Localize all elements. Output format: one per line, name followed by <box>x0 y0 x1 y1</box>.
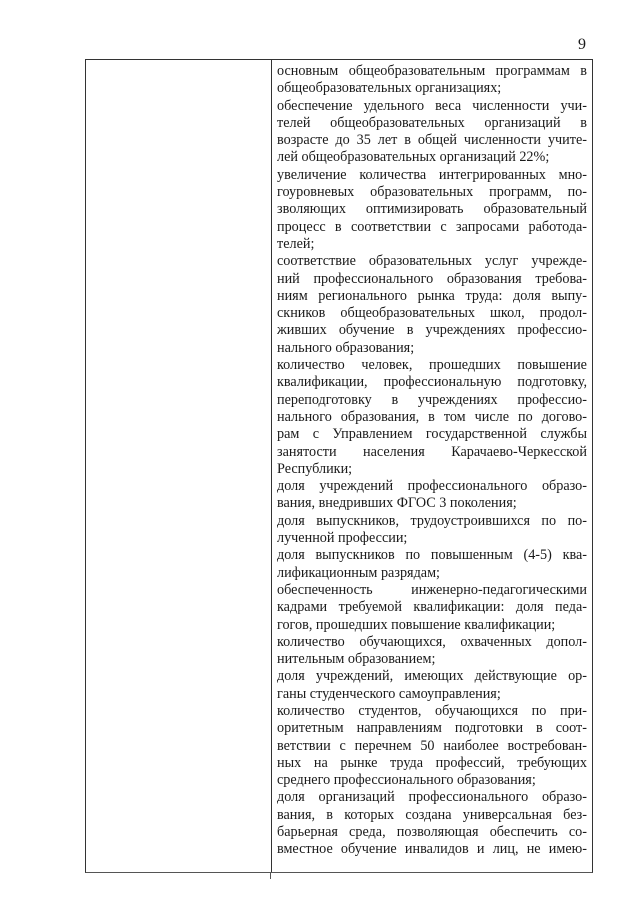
text-line: возрасте до 35 лет в общей численности учите- <box>277 132 587 149</box>
text-line: среднего профессионального образования; <box>277 772 536 789</box>
text-line: живших обучение в учреждениях профессио- <box>277 322 587 339</box>
text-line: гоуровневых образовательных программ, по- <box>277 184 587 201</box>
text-line: ных на рынке труда профессий, требующих <box>277 754 587 771</box>
text-line: соответствие образовательных услуг учрежде- <box>277 253 587 270</box>
text-line: вания, внедривших ФГОС 3 поколения; <box>277 495 517 512</box>
text-line: зволяющих оптимизировать образовательный <box>277 201 587 218</box>
text-line: процесс в соответствии с запросами работода- <box>277 218 587 235</box>
text-line: вместное обучение инвалидов и лиц, не имею- <box>277 841 587 858</box>
text-line: кадрами требуемой квалификации: доля педа- <box>277 599 587 616</box>
text-line: количество человек, прошедших повышение <box>277 357 587 374</box>
text-line: рам с Управлением государственной службы <box>277 426 587 443</box>
text-line: основным общеобразовательным программам в <box>277 63 587 79</box>
text-line: оритетным направлениям подготовки в соот- <box>277 720 587 737</box>
text-line: квалификации, профессиональную подготовку, <box>277 374 587 391</box>
text-line: вания, в которых создана универсальная без- <box>277 806 587 823</box>
text-line: барьерная среда, позволяющая обеспечить со- <box>277 824 587 841</box>
text-line: ний профессионального образования требова- <box>277 270 587 287</box>
text-line: количество студентов, обучающихся по при- <box>277 702 587 719</box>
text-line: нального образования, в том числе по догово- <box>277 408 587 425</box>
table-right-cell <box>272 60 592 872</box>
text-line: доля учреждений профессионального образо- <box>277 478 587 495</box>
text-line: телей; <box>277 235 315 252</box>
text-line: нительным образованием; <box>277 651 436 668</box>
document-table <box>85 59 593 873</box>
text-line: доля организаций профессионального образо- <box>277 789 587 806</box>
text-line: доля выпускников по повышенным (4-5) ква- <box>277 547 587 564</box>
text-line: Республики; <box>277 460 353 477</box>
text-line: доля учреждений, имеющих действующие ор- <box>277 668 587 685</box>
text-line: увеличение количества интегрированных мно- <box>277 166 587 183</box>
table-border-tick <box>270 873 271 879</box>
page-number: 9 <box>578 36 586 53</box>
text-line: количество обучающихся, охваченных допол- <box>277 633 587 650</box>
text-line: переподготовку в учреждениях профессио- <box>277 391 587 408</box>
text-line: телей общеобразовательных организаций в <box>277 114 587 131</box>
text-line: лификационным разрядам; <box>277 564 441 581</box>
text-line: гогов, прошедших повышение квалификации; <box>277 616 556 633</box>
text-line: ниям регионального рынка труда: доля выпу- <box>277 287 587 304</box>
text-line: обеспечение удельного веса численности учи- <box>277 97 587 114</box>
table-left-cell <box>86 60 272 872</box>
text-line: обеспеченность инженерно-педагогическими <box>277 581 587 598</box>
text-line: общеобразовательных организациях; <box>277 80 502 97</box>
text-line: доля выпускников, трудоустроившихся по по- <box>277 512 587 529</box>
text-line: занятости населения Карачаево-Черкесской <box>277 443 587 460</box>
text-line: нального образования; <box>277 339 415 356</box>
text-line: скников общеобразовательных школ, продол- <box>277 305 587 322</box>
text-line: лей общеобразовательных организаций 22%; <box>277 149 550 166</box>
text-line: ветствии с перечнем 50 наиболее востребован- <box>277 737 587 754</box>
text-line: ганы студенческого самоуправления; <box>277 685 501 702</box>
text-line: лученной профессии; <box>277 530 408 547</box>
